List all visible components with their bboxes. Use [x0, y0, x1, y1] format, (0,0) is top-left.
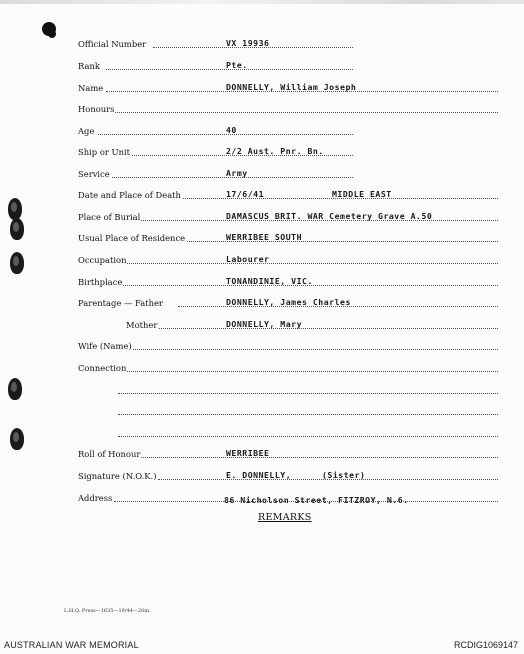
dotted-line — [128, 349, 498, 350]
roll-honour-label: Roll of Honour — [78, 449, 141, 459]
record-id: RCDIG1069147 — [453, 640, 518, 650]
residence-row — [78, 232, 498, 246]
occupation-value: Labourer — [226, 254, 270, 264]
printer-note: L.H.Q. Press—1635—19/44—20m. — [64, 608, 151, 614]
death-place-value: MIDDLE EAST — [332, 189, 392, 199]
roll-honour-row — [78, 448, 498, 462]
ink-blot-mark — [42, 22, 56, 36]
death-label: Date and Place of Death — [78, 190, 181, 200]
birthplace-label: Birthplace — [78, 277, 123, 287]
name-row — [78, 82, 498, 96]
address-label: Address — [78, 493, 113, 503]
official-number-row — [78, 38, 498, 52]
archive-credit: AUSTRALIAN WAR MEMORIAL — [4, 640, 139, 650]
birthplace-row — [78, 276, 498, 290]
service-value: Army — [226, 168, 248, 178]
mother-label: Mother — [126, 320, 158, 330]
address-value: 86 Nicholson Street, FITZROY, N.6. — [224, 495, 409, 505]
roll-honour-value: WERRIBEE — [226, 448, 270, 458]
signature-value: E. DONNELLY, — [226, 470, 292, 480]
ship-unit-value: 2/2 Aust. Pnr. Bn. — [226, 146, 324, 156]
residence-label: Usual Place of Residence — [78, 233, 186, 243]
official-number-value: VX 19936 — [226, 38, 270, 48]
dotted-line — [124, 263, 498, 264]
wife-label: Wife (Name) — [78, 341, 132, 351]
address-row — [78, 492, 498, 506]
dotted-line — [124, 371, 498, 372]
connection-label: Connection — [78, 363, 127, 373]
signature-relation: (Sister) — [322, 470, 366, 480]
father-label: Parentage — Father — [78, 298, 163, 308]
wife-row — [78, 340, 498, 354]
father-row — [78, 297, 498, 311]
death-date-value: 17/6/41 — [226, 189, 265, 199]
age-label: Age — [78, 126, 95, 136]
rank-label: Rank — [78, 61, 100, 71]
punch-hole — [10, 252, 24, 274]
mother-value: DONNELLY, Mary — [226, 319, 303, 329]
burial-label: Place of Burial — [78, 212, 141, 222]
connection-line — [78, 384, 498, 398]
honours-row — [78, 103, 498, 117]
service-row — [78, 168, 498, 182]
punch-hole — [10, 218, 24, 240]
punch-hole — [8, 198, 22, 220]
rank-value: Pte. — [226, 60, 248, 70]
dotted-line — [156, 328, 498, 329]
occupation-row — [78, 254, 498, 268]
remarks-heading: REMARKS — [258, 512, 312, 523]
scan-edge — [0, 0, 524, 4]
signature-row — [78, 470, 498, 484]
dotted-line — [112, 112, 498, 113]
name-value: DONNELLY, William Joseph — [226, 82, 357, 92]
mother-row — [78, 319, 498, 333]
official-number-label: Official Number — [78, 39, 147, 49]
burial-value: DAMASCUS BRIT. WAR Cemetery Grave A.50 — [226, 211, 433, 221]
age-value: 40 — [226, 125, 237, 135]
death-row — [78, 189, 498, 203]
birthplace-value: TONANDINIE, VIC. — [226, 276, 313, 286]
connection-line — [78, 427, 498, 441]
signature-label: Signature (N.O.K.) — [78, 471, 157, 481]
punch-hole — [10, 428, 24, 450]
connection-line — [78, 405, 498, 419]
dotted-line — [140, 457, 498, 458]
name-label: Name — [78, 83, 104, 93]
dotted-line — [118, 393, 498, 394]
age-row — [78, 125, 498, 139]
punch-hole — [8, 378, 22, 400]
occupation-label: Occupation — [78, 255, 127, 265]
residence-value: WERRIBEE SOUTH — [226, 232, 303, 242]
ship-unit-label: Ship or Unit — [78, 147, 131, 157]
service-label: Service — [78, 169, 110, 179]
father-value: DONNELLY, James Charles — [226, 297, 351, 307]
rank-row — [78, 60, 498, 74]
ship-unit-row — [78, 146, 498, 160]
burial-row — [78, 211, 498, 225]
connection-row — [78, 362, 498, 376]
dotted-line — [118, 436, 498, 437]
dotted-line — [118, 414, 498, 415]
honours-label: Honours — [78, 104, 115, 114]
